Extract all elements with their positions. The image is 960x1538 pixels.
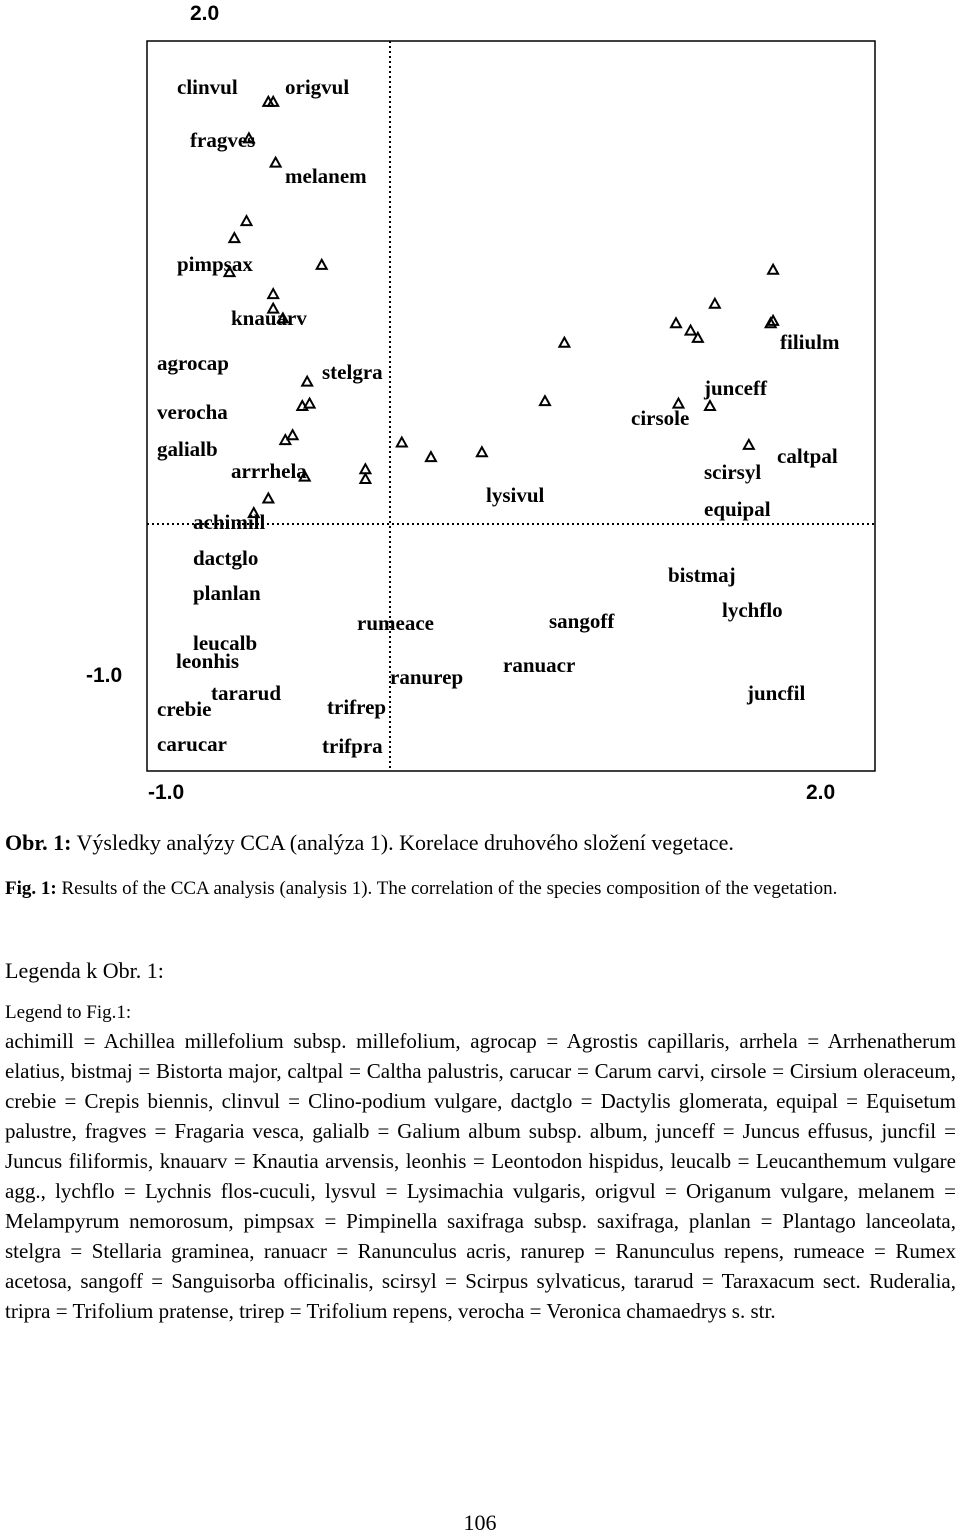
legend-body-text: achimill = Achillea millefolium subsp. millefolium, agrocap = Agrostis capillaris, arrhela = Arrhenatherum elatius, bistmaj = Bistorta major, caltpal = Caltha palustris, carucar = Carum carvi, cirsole = Cirsium oleraceum, crebie = Crepis biennis, clinvul = Clino-podium vulgare, dactglo = Dactylis glomerata, equipal = Equisetum palustre, fragves = Fragaria vesca, galialb = Galium album subsp. album, junceff = Juncus effusus, juncfil = Juncus filiformis, knauarv = Knautia arvensis, leonhis = Leontodon hispidus, leucalb = Leucanthemum vulgare agg., lychflo = Lychnis flos-cuculi, lysvul = Lysimachia vulgaris, origvul = Origanum vulgare, melanem = Melampyrum nemorosum, pimpsax = Pimpinella saxifraga subsp. saxifraga, planlan = Plantago lanceolata, stelgra = Stellaria graminea, ranuacr = Ranunculus acris, ranurep = Ranunculus repens, rumeace = Rumex acetosa, sangoff = Sanguisorba officinalis, scirsyl = Scirpus sylvaticus, tararud = Taraxacum sect. Ruderalia, tripra = Trifolium pratense, trirep = Trifolium repens, verocha = Veronica chamaedrys s. str. bbox=[5, 1029, 956, 1323]
label-crebie: crebie bbox=[157, 697, 212, 721]
x-min-tick-label: -1.0 bbox=[148, 781, 185, 804]
label-fragves: fragves bbox=[190, 128, 256, 152]
label-junceff: junceff bbox=[704, 376, 767, 400]
label-ranuacr: ranuacr bbox=[503, 653, 576, 677]
marker-stelgra bbox=[317, 260, 327, 269]
marker-rumeace bbox=[397, 438, 407, 447]
label-trifrep: trifrep bbox=[327, 695, 387, 719]
label-caltpal: caltpal bbox=[777, 444, 838, 468]
label-leucalb: leucalb bbox=[193, 631, 258, 655]
marker-trifrep bbox=[360, 474, 370, 483]
label-verocha: verocha bbox=[157, 400, 228, 424]
caption-czech-text: Výsledky analýzy CCA (analýza 1). Korelace druhového složení vegetace. bbox=[71, 830, 734, 855]
label-planlan: planlan bbox=[193, 581, 261, 605]
label-knauarv: knauarv bbox=[231, 306, 307, 330]
label-clinvul: clinvul bbox=[177, 75, 238, 99]
marker-melanem bbox=[271, 158, 281, 167]
label-tararud: tararud bbox=[211, 681, 281, 705]
label-origvul: origvul bbox=[285, 75, 350, 99]
marker-knauarv bbox=[229, 233, 239, 242]
marker-pimpsax bbox=[241, 216, 251, 225]
marker-lysivul bbox=[559, 338, 569, 347]
marker-sangoff bbox=[540, 396, 550, 405]
label-equipal: equipal bbox=[704, 497, 771, 521]
marker-cirsole bbox=[671, 318, 681, 327]
marker-achimill bbox=[302, 377, 312, 386]
marker-trifpra bbox=[263, 493, 273, 502]
marker-leonhis bbox=[288, 430, 298, 439]
label-pimpsax: pimpsax bbox=[177, 252, 253, 276]
label-cirsole: cirsole bbox=[631, 406, 690, 430]
legend-title-english: Legend to Fig.1: bbox=[5, 1002, 132, 1023]
label-rumeace: rumeace bbox=[357, 611, 434, 635]
label-lysivul: lysivul bbox=[486, 483, 545, 507]
label-scirsyl: scirsyl bbox=[704, 460, 762, 484]
marker-ranurep bbox=[426, 452, 436, 461]
label-bistmaj: bistmaj bbox=[668, 563, 736, 587]
label-dactglo: dactglo bbox=[193, 546, 259, 570]
y-min-tick-label: -1.0 bbox=[86, 664, 123, 687]
marker-planlan bbox=[305, 399, 315, 408]
label-agrocap: agrocap bbox=[157, 351, 229, 375]
caption-english-text: Results of the CCA analysis (analysis 1). The correlation of the species composition of the vegetation. bbox=[56, 878, 838, 899]
label-filiulm: filiulm bbox=[780, 330, 840, 354]
species-markers bbox=[225, 97, 779, 517]
label-arrrhela: arrrhela bbox=[231, 459, 307, 483]
figure-caption-czech bbox=[5, 830, 956, 856]
caption-czech-label: Obr. 1: bbox=[5, 830, 72, 855]
species-labels bbox=[157, 75, 840, 758]
figure-caption-english bbox=[5, 876, 956, 901]
label-trifpra: trifpra bbox=[322, 734, 383, 758]
y-max-tick-label: 2.0 bbox=[190, 2, 220, 25]
label-leonhis: leonhis bbox=[176, 649, 240, 673]
marker-filiulm bbox=[768, 265, 778, 274]
legend-title-czech: Legenda k Obr. 1: bbox=[5, 958, 164, 983]
caption-english-label: Fig. 1: bbox=[5, 878, 57, 899]
marker-ranuacr bbox=[477, 447, 487, 456]
label-sangoff: sangoff bbox=[549, 609, 615, 633]
marker-lychflo bbox=[705, 401, 715, 410]
label-melanem: melanem bbox=[285, 164, 367, 188]
label-lychflo: lychflo bbox=[722, 598, 783, 622]
label-stelgra: stelgra bbox=[322, 360, 383, 384]
marker-junceff bbox=[710, 299, 720, 308]
label-ranurep: ranurep bbox=[390, 665, 464, 689]
label-achimill: achimill bbox=[193, 510, 266, 534]
label-galialb: galialb bbox=[157, 437, 218, 461]
marker-verocha bbox=[268, 289, 278, 298]
label-carucar: carucar bbox=[157, 732, 227, 756]
page-number: 106 bbox=[463, 1510, 497, 1535]
marker-scirsyl bbox=[686, 326, 696, 335]
x-max-tick-label: 2.0 bbox=[806, 781, 836, 804]
marker-juncfil bbox=[744, 440, 754, 449]
label-juncfil: juncfil bbox=[747, 681, 806, 705]
marker-tararud bbox=[360, 464, 370, 473]
